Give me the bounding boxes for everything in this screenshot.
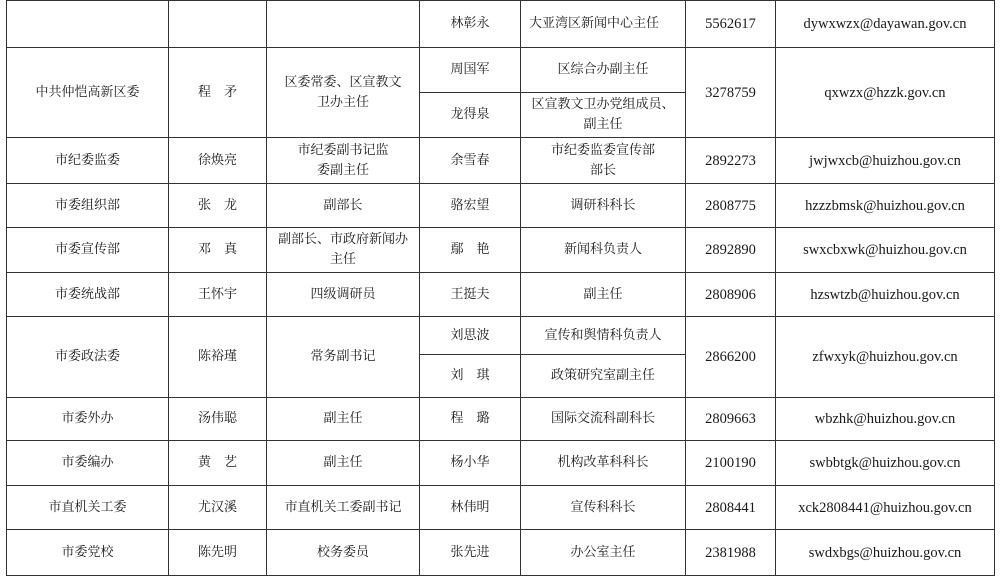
leader-name-cell: 邓 真 [169,228,267,273]
table-row [7,441,995,486]
table-row [7,1,995,48]
leader-name-cell: 王怀宇 [169,273,267,317]
table-row [7,398,995,441]
leader-title-cell: 常务副书记 [267,317,420,398]
dept-cell: 市委统战部 [7,273,169,317]
leader-title-cell: 市直机关工委副书记 [267,486,420,530]
contact-name-cell: 骆宏望 [420,184,521,228]
contact-name-cell: 林伟明 [420,486,521,530]
phone-cell: 2808906 [686,273,776,317]
contact-title-cell: 大亚湾区新闻中心主任 [521,1,686,48]
dept-cell: 市纪委监委 [7,138,169,184]
leader-title-cell: 校务委员 [267,530,420,576]
leader-name-cell: 徐焕亮 [169,138,267,184]
leader-name-cell [169,1,267,48]
dept-cell: 市直机关工委 [7,486,169,530]
phone-cell: 2866200 [686,317,776,398]
leader-name-cell: 尤汉溪 [169,486,267,530]
leader-name-cell: 陈先明 [169,530,267,576]
contact-title-cell: 政策研究室副主任 [521,355,686,398]
leader-title-cell: 副部长 [267,184,420,228]
contact-name-cell: 程 璐 [420,398,521,441]
dept-cell: 市委编办 [7,441,169,486]
table-row [7,273,995,317]
phone-cell: 2892273 [686,138,776,184]
email-cell[interactable]: dywxwzx@dayawan.gov.cn [776,1,995,48]
phone-cell: 2809663 [686,398,776,441]
table-row [7,228,995,273]
table-row [7,486,995,530]
dept-cell: 市委宣传部 [7,228,169,273]
dept-cell [7,1,169,48]
contact-directory [6,0,994,581]
email-cell[interactable]: xck2808441@huizhou.gov.cn [776,486,995,530]
leader-title-cell: 四级调研员 [267,273,420,317]
table-row [7,184,995,228]
leader-title-cell: 副主任 [267,441,420,486]
contact-name-cell: 余雪春 [420,138,521,184]
contact-name-cell: 王挺夫 [420,273,521,317]
contact-title-cell: 市纪委监委宣传部部长 [521,138,686,184]
phone-cell: 2100190 [686,441,776,486]
phone-cell: 2892890 [686,228,776,273]
contact-title-cell: 区综合办副主任 [521,48,686,93]
email-cell[interactable]: wbzhk@huizhou.gov.cn [776,398,995,441]
contact-name-cell: 刘 琪 [420,355,521,398]
email-cell[interactable]: jwjwxcb@huizhou.gov.cn [776,138,995,184]
leader-title-cell: 副主任 [267,398,420,441]
phone-cell: 2808775 [686,184,776,228]
leader-name-cell: 黄 艺 [169,441,267,486]
contact-name-cell: 鄢 艳 [420,228,521,273]
contact-name-cell: 龙得泉 [420,93,521,138]
email-cell[interactable]: swdxbgs@huizhou.gov.cn [776,530,995,576]
dept-cell: 市委外办 [7,398,169,441]
contact-name-cell: 刘思波 [420,317,521,355]
table-row [7,138,995,184]
contact-title-cell: 宣传科科长 [521,486,686,530]
email-cell[interactable]: hzswtzb@huizhou.gov.cn [776,273,995,317]
leader-name-cell: 陈裕瑾 [169,317,267,398]
email-cell[interactable]: zfwxyk@huizhou.gov.cn [776,317,995,398]
leader-title-cell [267,1,420,48]
contact-title-cell: 国际交流科副科长 [521,398,686,441]
dept-cell: 市委组织部 [7,184,169,228]
phone-cell: 2381988 [686,530,776,576]
leader-name-cell: 汤伟聪 [169,398,267,441]
leader-name-cell: 程 矛 [169,48,267,138]
dept-cell: 市委党校 [7,530,169,576]
leader-name-cell: 张 龙 [169,184,267,228]
email-cell[interactable]: swbbtgk@huizhou.gov.cn [776,441,995,486]
table-row [7,317,995,355]
phone-cell: 3278759 [686,48,776,138]
leader-title-cell: 市纪委副书记监委副主任 [267,138,420,184]
table-row [7,48,995,93]
contact-title-cell: 副主任 [521,273,686,317]
contact-title-cell: 办公室主任 [521,530,686,576]
contact-name-cell: 张先进 [420,530,521,576]
leader-title-cell: 区委常委、区宣教文卫办主任 [267,48,420,138]
leader-title-cell: 副部长、市政府新闻办主任 [267,228,420,273]
contact-name-cell: 林彰永 [420,1,521,48]
contact-table [6,0,995,576]
table-row [7,530,995,576]
dept-cell: 中共仲恺高新区委 [7,48,169,138]
dept-cell: 市委政法委 [7,317,169,398]
contact-title-cell: 机构改革科科长 [521,441,686,486]
phone-cell: 2808441 [686,486,776,530]
email-cell[interactable]: qxwzx@hzzk.gov.cn [776,48,995,138]
contact-title-cell: 新闻科负责人 [521,228,686,273]
email-cell[interactable]: hzzzbmsk@huizhou.gov.cn [776,184,995,228]
contact-title-cell: 宣传和舆情科负责人 [521,317,686,355]
contact-name-cell: 杨小华 [420,441,521,486]
contact-name-cell: 周国军 [420,48,521,93]
contact-title-cell: 调研科科长 [521,184,686,228]
phone-cell: 5562617 [686,1,776,48]
email-cell[interactable]: swxcbxwk@huizhou.gov.cn [776,228,995,273]
contact-title-cell: 区宣教文卫办党组成员、副主任 [521,93,686,138]
